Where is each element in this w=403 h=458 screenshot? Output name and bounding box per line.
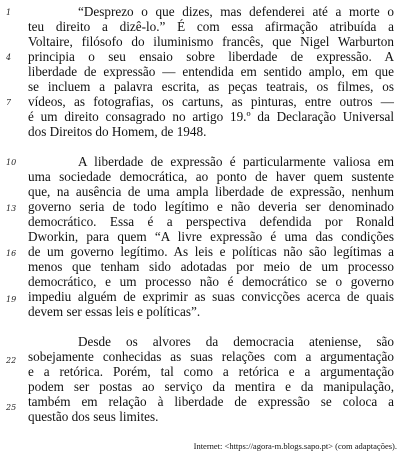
- text-line: Voltaire, filósofo do iluminismo francês, que Nigel Warburton: [28, 34, 394, 49]
- text-line: que, na ausência de uma ampla liberdade de expressão, nenhum: [28, 184, 394, 199]
- line-number: 1: [6, 8, 12, 17]
- text-line: governo seria de todo legítimo e não deveria ser denominado: [28, 199, 394, 214]
- text-line: de um governo legítimo. As leis e políticas não são legítimas a: [28, 244, 394, 259]
- source-citation: Internet: <https://agora-m.blogs.sapo.pt> (com adaptações).: [193, 441, 397, 451]
- text-line: A liberdade de expressão é particularmente valiosa em: [78, 154, 394, 169]
- line-number: 16: [6, 249, 17, 258]
- text-line: devem ser essas leis e políticas”.: [28, 304, 201, 319]
- text-line: podem ser postas ao serviço da mentira e da manipulação,: [28, 379, 394, 394]
- line-number: 25: [6, 403, 17, 412]
- line-number: 10: [6, 158, 17, 167]
- text-line: dos Direitos do Homem, de 1948.: [28, 124, 207, 139]
- text-line: uma sociedade democrática, ao ponto de haver quem sustente: [28, 169, 394, 184]
- line-number: 19: [6, 295, 17, 304]
- text-line: sobejamente conhecidas as suas relações com a argumentação: [28, 349, 394, 364]
- text-line: Desde os alvores da democracia ateniense, são: [78, 334, 394, 349]
- text-line: se incluem a palavra escrita, as peças teatrais, os filmes, os: [28, 79, 394, 94]
- text-line: principia o seu ensaio sobre liberdade de expressão. A: [28, 49, 394, 64]
- text-line: questão dos seus limites.: [28, 409, 159, 424]
- text-line: também em relação à liberdade de expressão se coloca a: [28, 394, 394, 409]
- text-line: Dworkin, para quem “A livre expressão é uma das condições: [28, 229, 394, 244]
- text-line: vídeos, as fotografias, os cartuns, as pinturas, entre outros —: [28, 94, 394, 109]
- text-line: e a retórica. Porém, tal como a retórica e a argumentação: [28, 364, 394, 379]
- text-line: “Desprezo o que dizes, mas defenderei até a morte o: [78, 4, 394, 19]
- line-number: 4: [6, 53, 12, 62]
- line-number: 13: [6, 204, 17, 213]
- text-line: liberdade de expressão — entendida em sentido amplo, em que: [28, 64, 394, 79]
- text-line: teu direito a dizê-lo.” É com essa afirmação atribuída a: [28, 19, 394, 34]
- text-line: impediu alguém de exprimir as suas convicções acerca de quais: [28, 289, 394, 304]
- line-number: 22: [6, 356, 17, 365]
- line-number: 7: [6, 98, 12, 107]
- text-line: democrático, e um processo não é democrático se o governo: [28, 274, 394, 289]
- text-line: é um direito consagrado no artigo 19.º da Declaração Universal: [28, 109, 394, 124]
- text-line: democrático. Essa é a perspectiva defendida por Ronald: [28, 214, 394, 229]
- text-line: menos que tenham sido adotadas por meio de um processo: [28, 259, 394, 274]
